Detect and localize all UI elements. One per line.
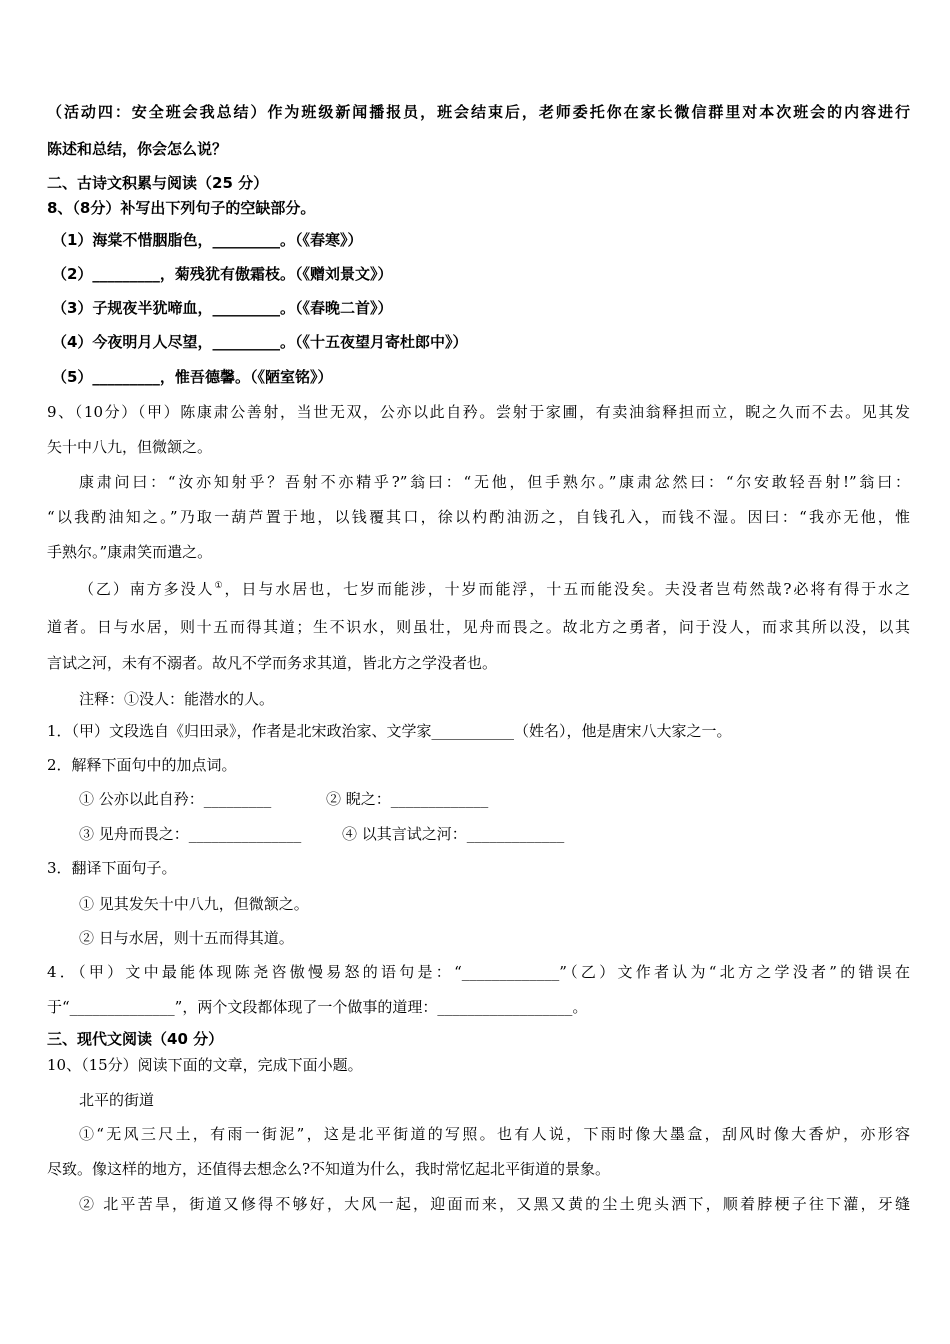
section-heading-3: 三、现代文阅读（40 分）: [47, 1030, 224, 1048]
q9-yi-rest: ，日与水居也，七岁而能涉，十岁而能浮，十五而能没矣。夫没者岂苟然哉?必将有得于水之: [224, 580, 910, 598]
q8-item-5: （5）_________，惟吾德馨。（《陋室铭》）: [52, 368, 333, 386]
q8-item-2: （2）_________，菊残犹有傲霜枝。（《赠刘景文》）: [52, 265, 393, 283]
q9-sub3-a: ① 见其发矢十中八九，但微颔之。: [79, 895, 309, 913]
q9-yi-start: （乙）南方多没人: [79, 580, 215, 598]
q8-item-4: （4）今夜明月人尽望，_________。（《十五夜望月寄杜郎中》）: [52, 333, 468, 351]
article-para-2-line-1: ② 北平苦旱，街道又修得不够好，大风一起，迎面而来，又黑又黄的尘土兜头洒下，顺着脖梗子往下灌，牙缝: [79, 1195, 910, 1213]
q9-jia-line-1: 9、（10分）（甲）陈康肃公善射，当世无双，公亦以此自矜。尝射于家圃，有卖油翁释担而立，睨之久而不去。见其发: [47, 403, 910, 421]
article-para-1-line-1: ①“无风三尺土，有雨一街泥”，这是北平街道的写照。也有人说，下雨时像大墨盒，刮风时像大香炉，亦形容: [79, 1125, 910, 1143]
article-title: 北平的街道: [79, 1091, 155, 1109]
q9-sub1: 1．（甲）文段选自《归田录》，作者是北宋政治家、文学家___________（姓名），他是唐宋八大家之一。: [47, 722, 732, 740]
q9-sub2-c: ③ 见舟而畏之：_______________: [79, 825, 302, 843]
q9-jia-line-4: “以我酌油知之。”乃取一葫芦置于地，以钱覆其口，徐以杓酌油沥之，自钱孔入，而钱不湿。因曰：“我亦无他，惟: [47, 508, 910, 526]
q9-jia-line-2: 矢十中八九，但微颔之。: [47, 438, 213, 456]
q9-yi-line-1: [79, 578, 910, 600]
q9-sub3-b: ② 日与水居，则十五而得其道。: [79, 929, 294, 947]
activity-line-1: （活动四：安全班会我总结）作为班级新闻播报员，班会结束后，老师委托你在家长微信群里对本次班会的内容进行: [47, 103, 910, 121]
q9-jia-line-3: 康肃问曰：“汝亦知射乎？吾射不亦精乎?”翁曰：“无他，但手熟尔。”康肃忿然曰：“尔安敢轻吾射!”翁曰：: [79, 473, 910, 491]
q9-sub2: 2．解释下面句中的加点词。: [47, 756, 237, 774]
footnote-marker: ①: [214, 581, 225, 591]
section-heading-2: 二、古诗文积累与阅读（25 分）: [47, 174, 269, 192]
activity-line-2: 陈述和总结，你会怎么说？: [47, 140, 228, 158]
q9-sub4-line-1: 4．（甲）文中最能体现陈尧咨傲慢易怒的语句是：“_____________”（乙）文作者认为“北方之学没者”的错误在: [47, 963, 910, 981]
q9-yi-line-2: 道者。日与水居，则十五而得其道；生不识水，则虽壮，见舟而畏之。故北方之勇者，问于没人，而求其所以没，以其: [47, 618, 910, 636]
article-para-1-line-2: 尽致。像这样的地方，还值得去想念么?不知道为什么，我时常忆起北平街道的景象。: [47, 1160, 611, 1178]
q9-sub2-a: ① 公亦以此自矜：_________: [79, 790, 272, 808]
q8-stem: 8、（8分）补写出下列句子的空缺部分。: [47, 199, 316, 217]
q9-note: 注释：①没人：能潜水的人。: [79, 690, 275, 708]
q9-sub3: 3．翻译下面句子。: [47, 859, 177, 877]
q9-yi-line-3: 言试之河，未有不溺者。故凡不学而务求其道，皆北方之学没者也。: [47, 654, 498, 672]
q10-stem: 10、（15分）阅读下面的文章，完成下面小题。: [47, 1056, 363, 1074]
q9-sub2-d: ④ 以其言试之河：_____________: [342, 825, 565, 843]
q9-jia-line-5: 手熟尔。”康肃笑而遣之。: [47, 543, 213, 561]
q9-sub4-line-2: 于“______________”，两个文段都体现了一个做事的道理：__________________。: [47, 998, 588, 1016]
q9-sub2-b: ② 睨之：_____________: [326, 790, 489, 808]
q8-item-3: （3）子规夜半犹啼血，_________。（《春晚二首》）: [52, 299, 393, 317]
q8-item-1: （1）海棠不惜胭脂色，_________。（《春寒》）: [52, 231, 363, 249]
